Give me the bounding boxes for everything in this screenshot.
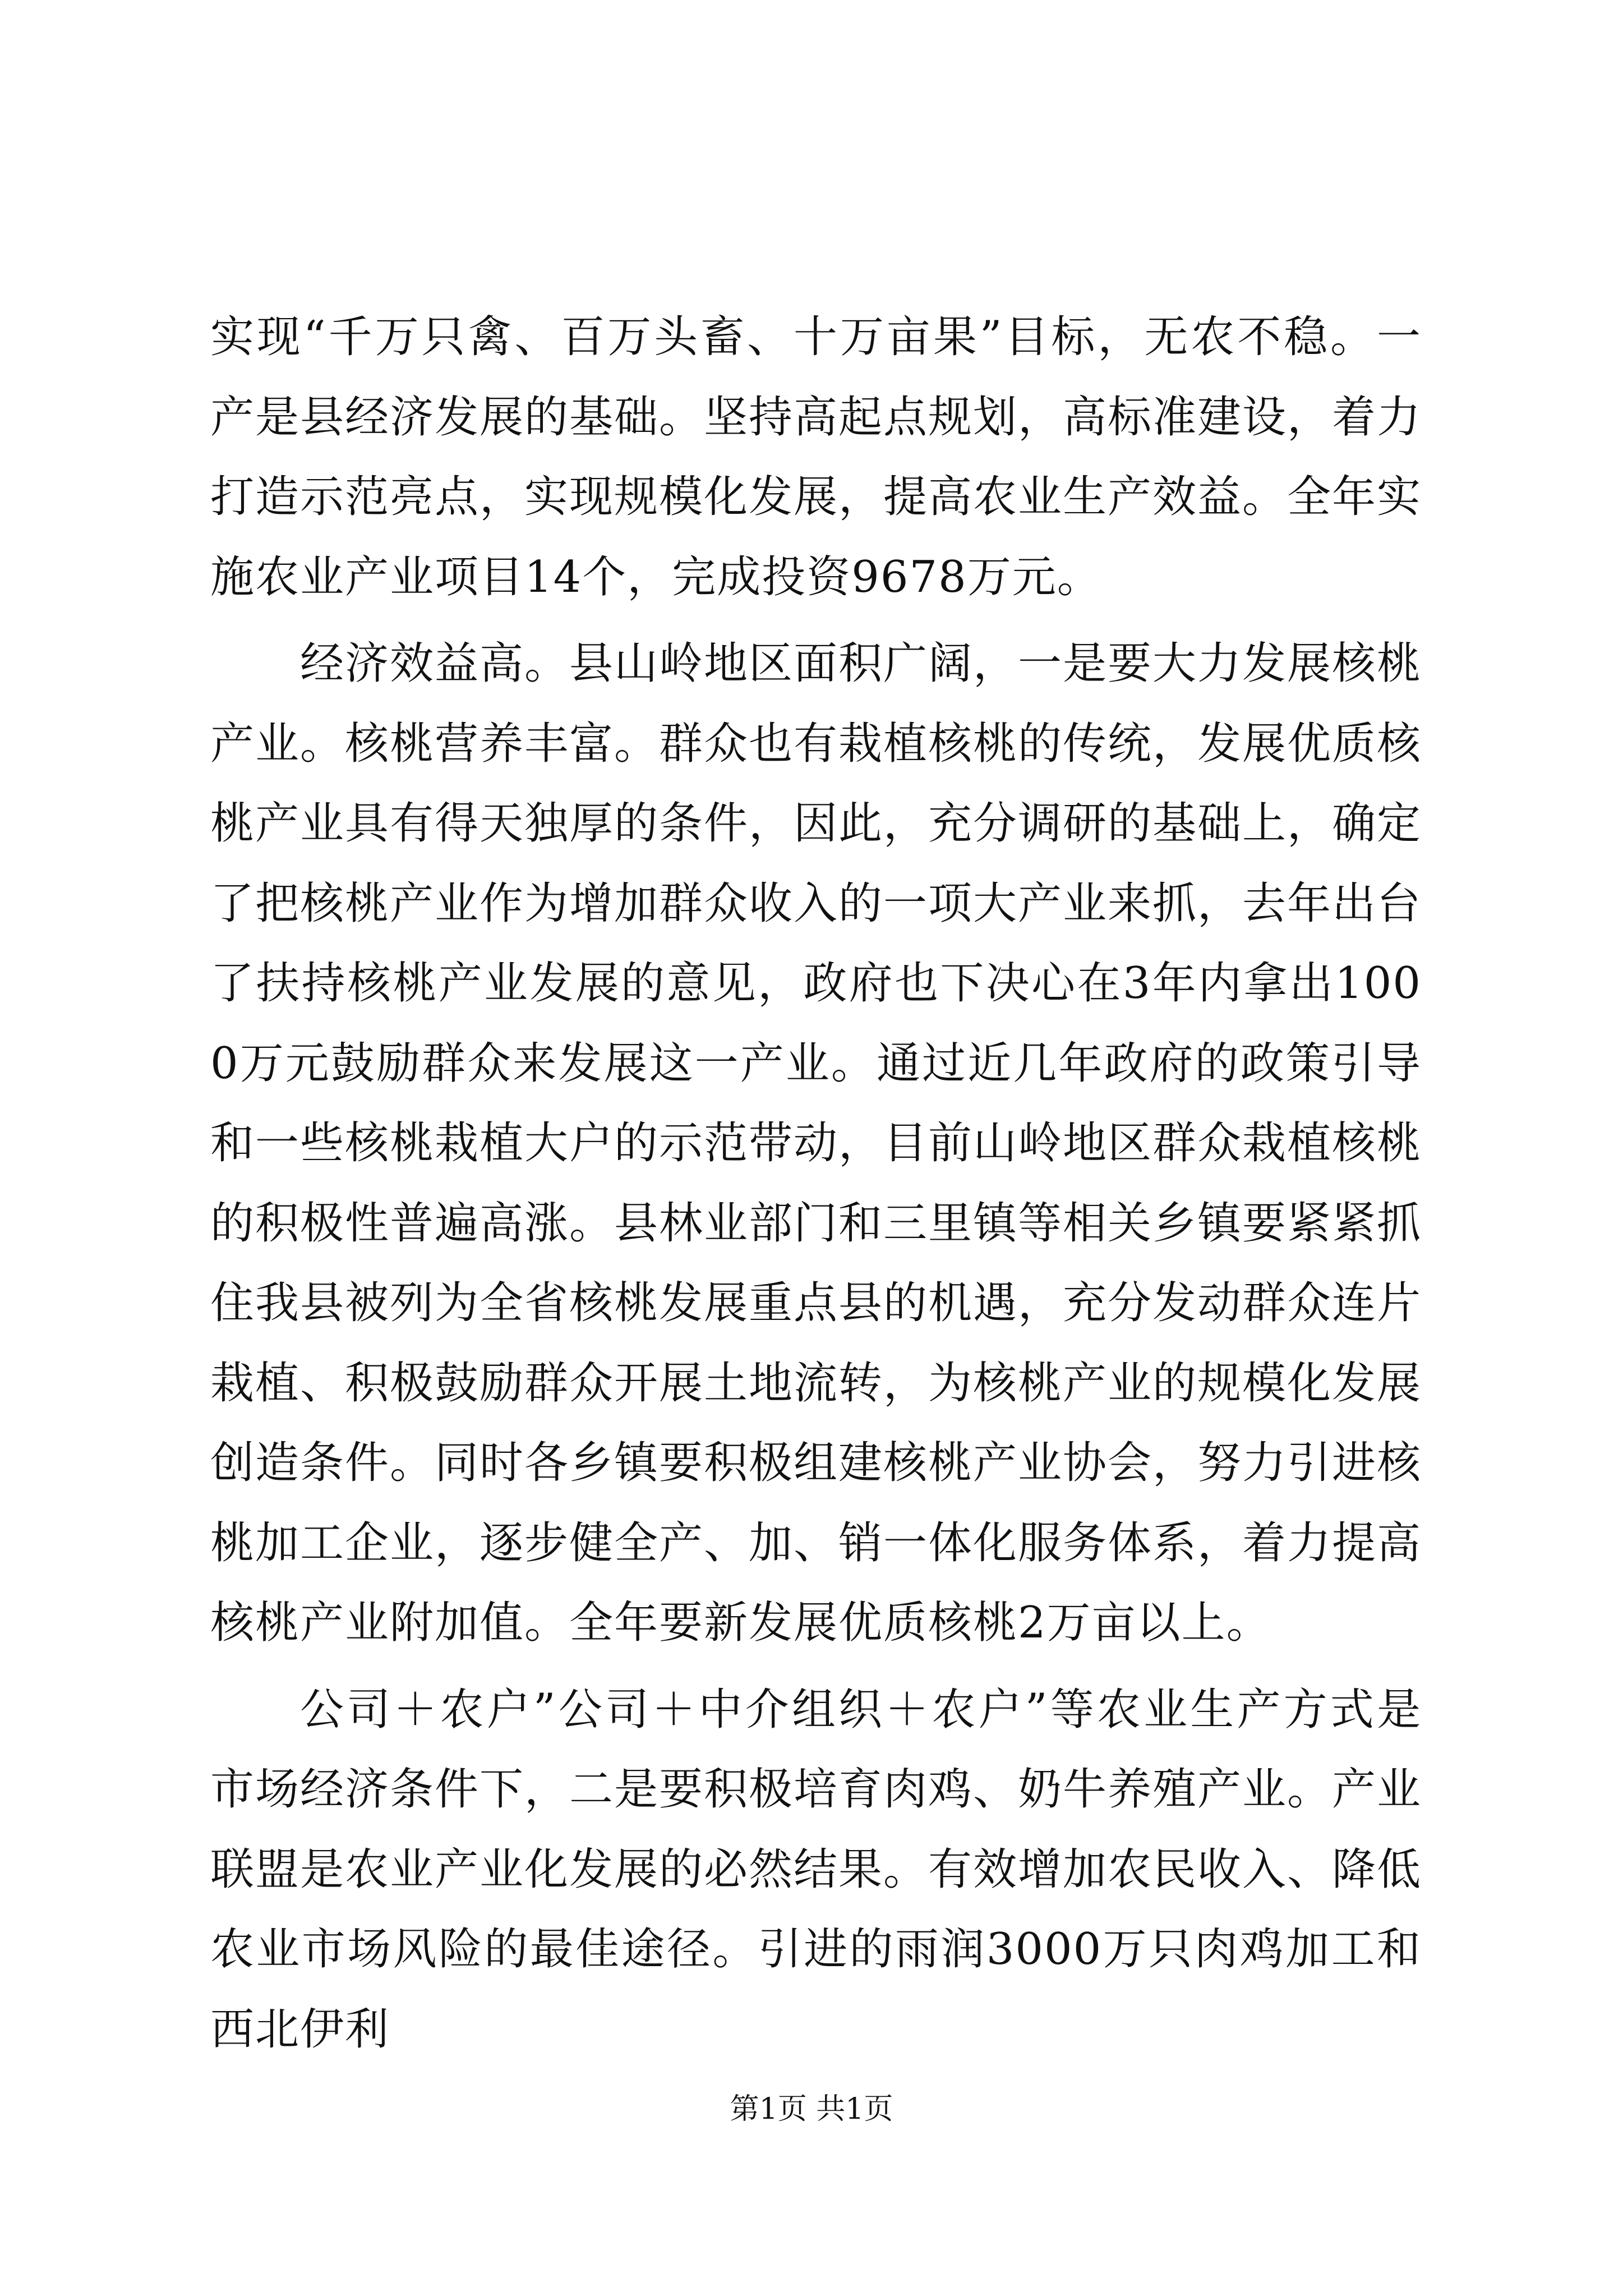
paragraph-3: 公司＋农户”公司＋中介组织＋农户”等农业生产方式是市场经济条件下，二是要积极培育肉鸡、奶牛养殖产业。产业联盟是农业产业化发展的必然结果。有效增加农民收入、降低农业市场风险的最佳途径。引进的雨润3000万只肉鸡加工和西北伊利 bbox=[210, 1684, 1422, 2055]
paragraph-1: 实现“千万只禽、百万头畜、十万亩果”目标，无农不稳。一产是县经济发展的基础。坚持高起点规划，高标准建设，着力打造示范亮点，实现规模化发展，提高农业生产效益。全年实施农业产业项目14个，完成投资9678万元。 bbox=[210, 312, 1422, 602]
document-body bbox=[210, 297, 1422, 2076]
paragraph-2: 经济效益高。县山岭地区面积广阔，一是要大力发展核桃产业。核桃营养丰富。群众也有栽植核桃的传统，发展优质核桃产业具有得天独厚的条件，因此，充分调研的基础上，确定了把核桃产业作为增加群众收入的一项大产业来抓，去年出台了扶持核桃产业发展的意见，政府也下决心在3年内拿出1000万元鼓励群众来发展这一产业。通过近几年政府的政策引导和一些核桃栽植大户的示范带动，目前山岭地区群众栽植核桃的积极性普遍高涨。县林业部门和三里镇等相关乡镇要紧紧抓住我县被列为全省核桃发展重点县的机遇，充分发动群众连片栽植、积极鼓励群众开展土地流转，为核桃产业的规模化发展创造条件。同时各乡镇要积极组建核桃产业协会，努力引进核桃加工企业，逐步健全产、加、销一体化服务体系，着力提高核桃产业附加值。全年要新发展优质核桃2万亩以上。 bbox=[210, 638, 1422, 1648]
page-footer: 第1页 共1页 bbox=[730, 2092, 893, 2126]
